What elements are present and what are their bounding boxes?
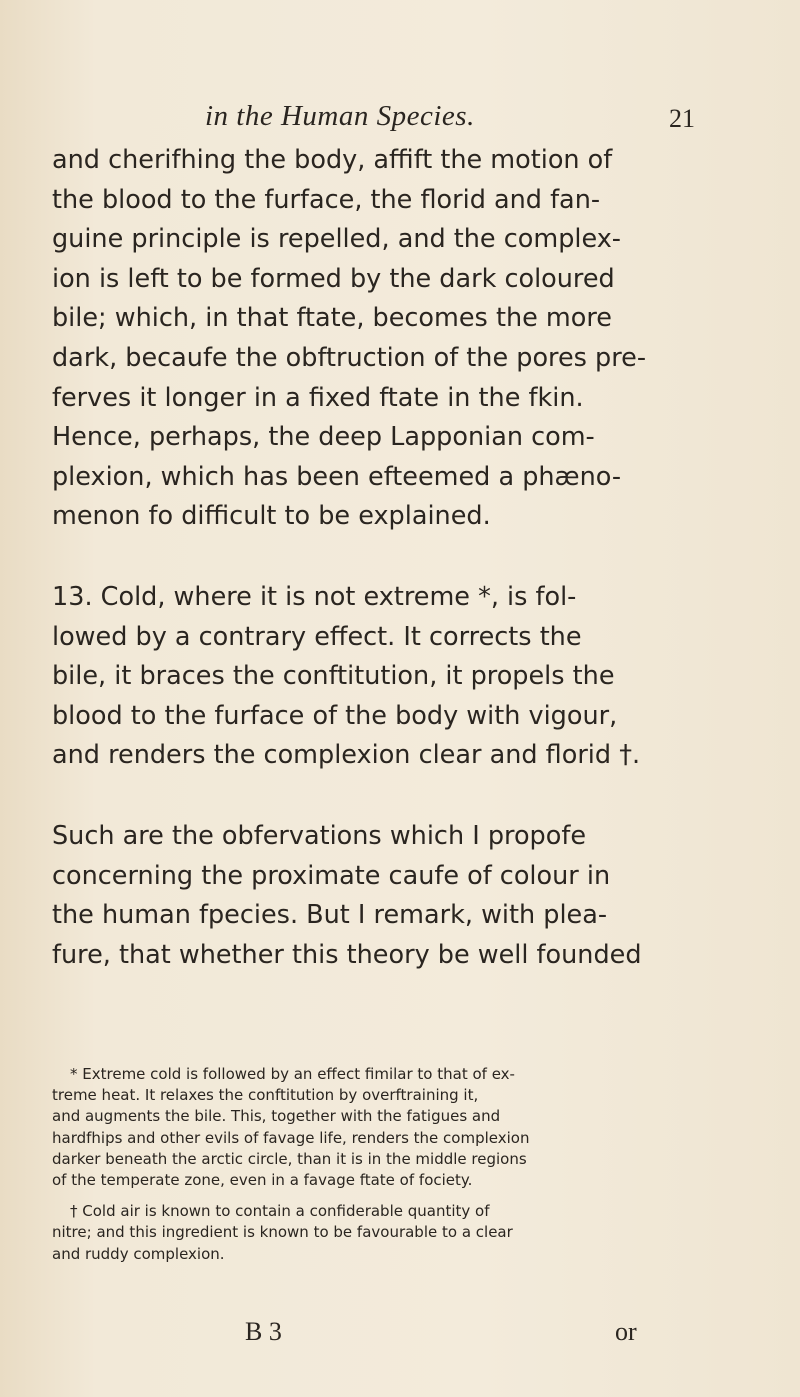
- page-header: [205, 100, 695, 140]
- footnote-line: and augments the bile. This, together with the fatigues and: [52, 1107, 501, 1126]
- text-line: concerning the proximate caufe of colour in: [52, 860, 611, 891]
- paragraph-3: [52, 817, 742, 975]
- text-line: guine principle is repelled, and the complex-: [52, 224, 621, 255]
- footnote-line: hardfhips and other evils of favage life, renders the complexion: [52, 1128, 530, 1147]
- catchword: or: [615, 1317, 637, 1346]
- paragraph-1: [52, 141, 742, 537]
- paragraph-2: [52, 578, 742, 776]
- footnote-line: of the temperate zone, even in a favage ftate of fociety.: [52, 1171, 473, 1190]
- paragraph-gap: [52, 776, 742, 817]
- text-line: fure, that whether this theory be well founded: [52, 939, 642, 970]
- footnote-line: darker beneath the arctic circle, than it is in the middle regions: [52, 1149, 527, 1168]
- text-line: plexion, which has been efteemed a phæno-: [52, 461, 622, 492]
- page-number: 21: [669, 104, 695, 133]
- footnote-line: * Extreme cold is followed by an effect fimilar to that of ex-: [70, 1065, 515, 1083]
- text-line: dark, becaufe the obftruction of the pores pre-: [52, 342, 647, 373]
- footnote-line: and ruddy complexion.: [52, 1244, 225, 1263]
- running-title: in the Human Species.: [205, 100, 475, 132]
- text-line: ion is left to be formed by the dark coloured: [52, 263, 615, 294]
- text-line: and renders the complexion clear and florid †.: [52, 740, 641, 771]
- footnotes: [52, 1064, 742, 1265]
- text-line: blood to the furface of the body with vigour,: [52, 700, 618, 731]
- text-line: the blood to the furface, the florid and fan-: [52, 184, 601, 215]
- footnote-line: † Cold air is known to contain a confiderable quantity of: [70, 1202, 490, 1221]
- text-line: and cherifhing the body, affift the motion of: [52, 145, 613, 175]
- main-text: [52, 141, 742, 975]
- footnote-line: nitre; and this ingredient is known to be favourable to a clear: [52, 1223, 513, 1242]
- text-line: menon fo difficult to be explained.: [52, 501, 491, 532]
- paragraph-gap: [52, 537, 742, 578]
- text-line: Such are the obfervations which I propofe: [52, 820, 587, 851]
- text-line: bile, it braces the conftitution, it propels the: [52, 661, 615, 692]
- text-line: Hence, perhaps, the deep Lapponian com-: [52, 422, 595, 453]
- footnote-asterisk: [52, 1064, 742, 1191]
- footnote-dagger: [52, 1201, 742, 1265]
- text-line: ferves it longer in a fixed ftate in the fkin.: [52, 382, 584, 413]
- text-line: 13. Cold, where it is not extreme *, is fol-: [52, 581, 577, 612]
- text-line: the human fpecies. But I remark, with plea-: [52, 900, 608, 931]
- text-line: bile; which, in that ftate, becomes the more: [52, 303, 612, 334]
- footnote-line: treme heat. It relaxes the conftitution by overftraining it,: [52, 1086, 479, 1105]
- text-line: lowed by a contrary effect. It corrects the: [52, 621, 582, 652]
- signature-mark: B 3: [245, 1317, 282, 1346]
